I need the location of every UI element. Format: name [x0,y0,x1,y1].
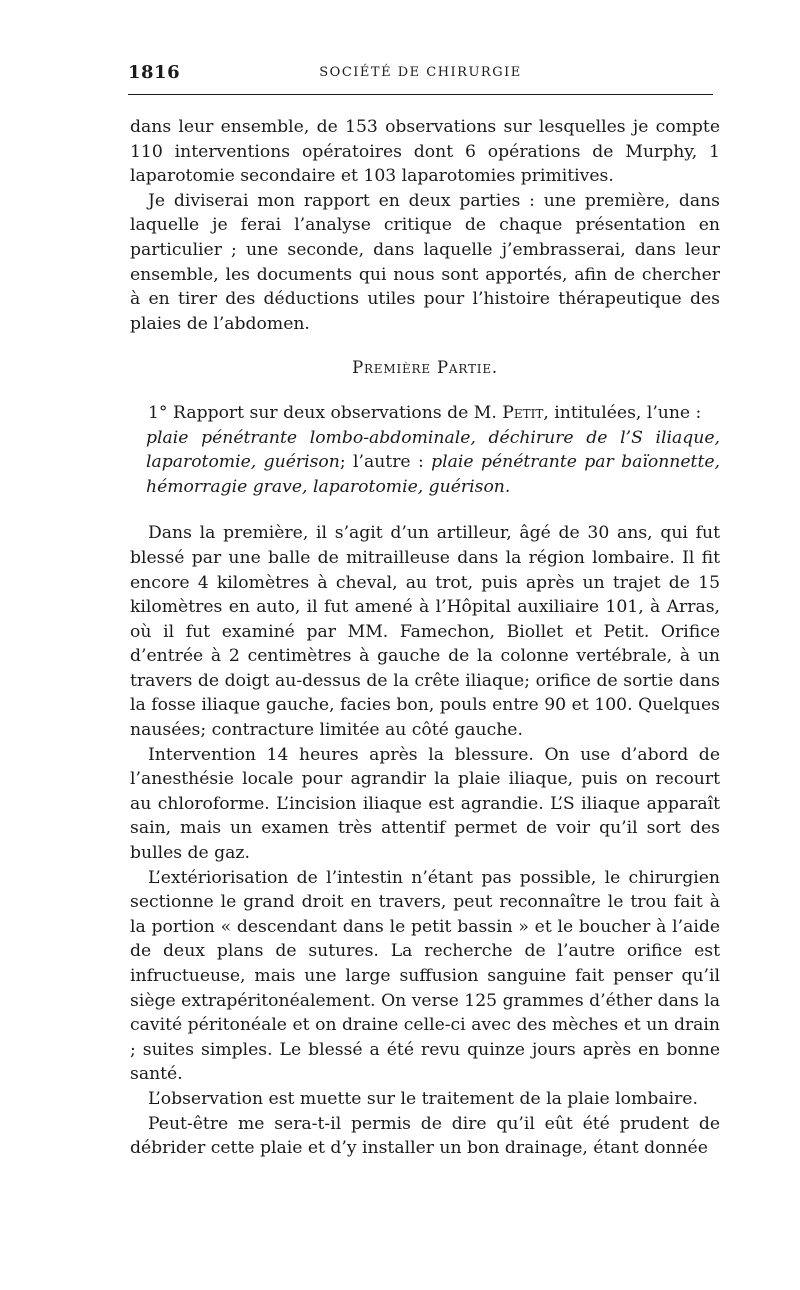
report-heading [130,401,720,426]
spacer [130,499,720,521]
report-title-1: plaie pénétrante lombo-abdominale, déchirure de l’S iliaque, laparotomie, guérison [146,427,720,473]
report-prefix: 1° Rapport sur deux observations de M. [148,402,497,423]
section-title: Première Partie. [352,358,498,378]
paragraph-intervention: Intervention 14 heures après la blessure. On use d’abord de l’anesthésie locale pour agrandir la plaie iliaque, puis on recourt au chloroforme. L’incision iliaque est agrandie. L’S iliaque apparaît sain, mais un examen très attentif permet de voir qu’il sort des bulles de gaz. [130,744,720,864]
report-author: Petit [502,402,544,423]
paragraph-drainage: Peut-être me sera-t-il permis de dire qu’il eût été prudent de débrider cette plaie et d’y installer un bon drainage, étant donnée [130,1113,720,1159]
report-title-2: plaie pénétrante par baïonnette, hémorragie grave, laparotomie, guérison. [146,452,720,497]
paragraph-plan: Je diviserai mon rapport en deux parties : une première, dans laquelle je ferai l’analyse critique de chaque présentation en particulier ; une seconde, dans laquelle j’embrasserai, dans leur ensemble, les documents qui nous sont apportés, afin de chercher à en tirer des déductions utiles pour l’histoire thérapeutique des plaies de l’abdomen. [130,190,720,334]
paragraph-continuation: dans leur ensemble, de 153 observations sur lesquelles je compte 110 interventions opératoires dont 6 opérations de Murphy, 1 laparotomie secondaire et 103 laparotomies primitives. [130,117,720,187]
paragraph-observation: L’observation est muette sur le traitement de la plaie lombaire. [148,1088,698,1109]
page-header [128,62,713,84]
paragraph-exteriorisation: L’extériorisation de l’intestin n’étant pas possible, le chirurgien sectionne le grand droit en travers, peut reconnaître le trou fait à la portion « descendant dans le petit bassin » et le boucher à l’aide de deux plans de sutures. La recherche de l’autre orifice est infructueuse, mais une large suffusion sanguine fait penser qu’il siège extrapéritonéalement. On verse 125 grammes d’éther dans la cavité péritonéale et on draine celle-ci avec des mèches et un drain ; suites simples. Le blessé a été revu quinze jours après en bonne santé. [130,867,720,1085]
report-separator: ; l’autre : [339,452,424,473]
header-rule [128,94,713,95]
body-text [130,115,720,1161]
running-title: SOCIÉTÉ DE CHIRURGIE [319,65,522,80]
report-suffix: , intitulées, l’une : [543,402,702,423]
paragraph-case: Dans la première, il s’agit d’un artilleur, âgé de 30 ans, qui fut blessé par une balle de mitrailleuse dans la région lombaire. Il fit encore 4 kilomètres à cheval, au trot, puis après un trajet de 15 kilomètres en auto, il fut amené à l’Hôpital auxiliaire 101, à Arras, où il fut examiné par MM. Famechon, Biollet et Petit. Orifice d’entrée à 2 centimètres à gauche de la colonne vertébrale, à un travers de doigt au-dessus de la crête iliaque; orifice de sortie dans la fosse iliaque gauche, facies bon, pouls entre 90 et 100. Quelques nausées; contracture limitée au côté gauche. [130,523,720,741]
page-number: 1816 [128,62,181,83]
report-titles [130,426,720,500]
